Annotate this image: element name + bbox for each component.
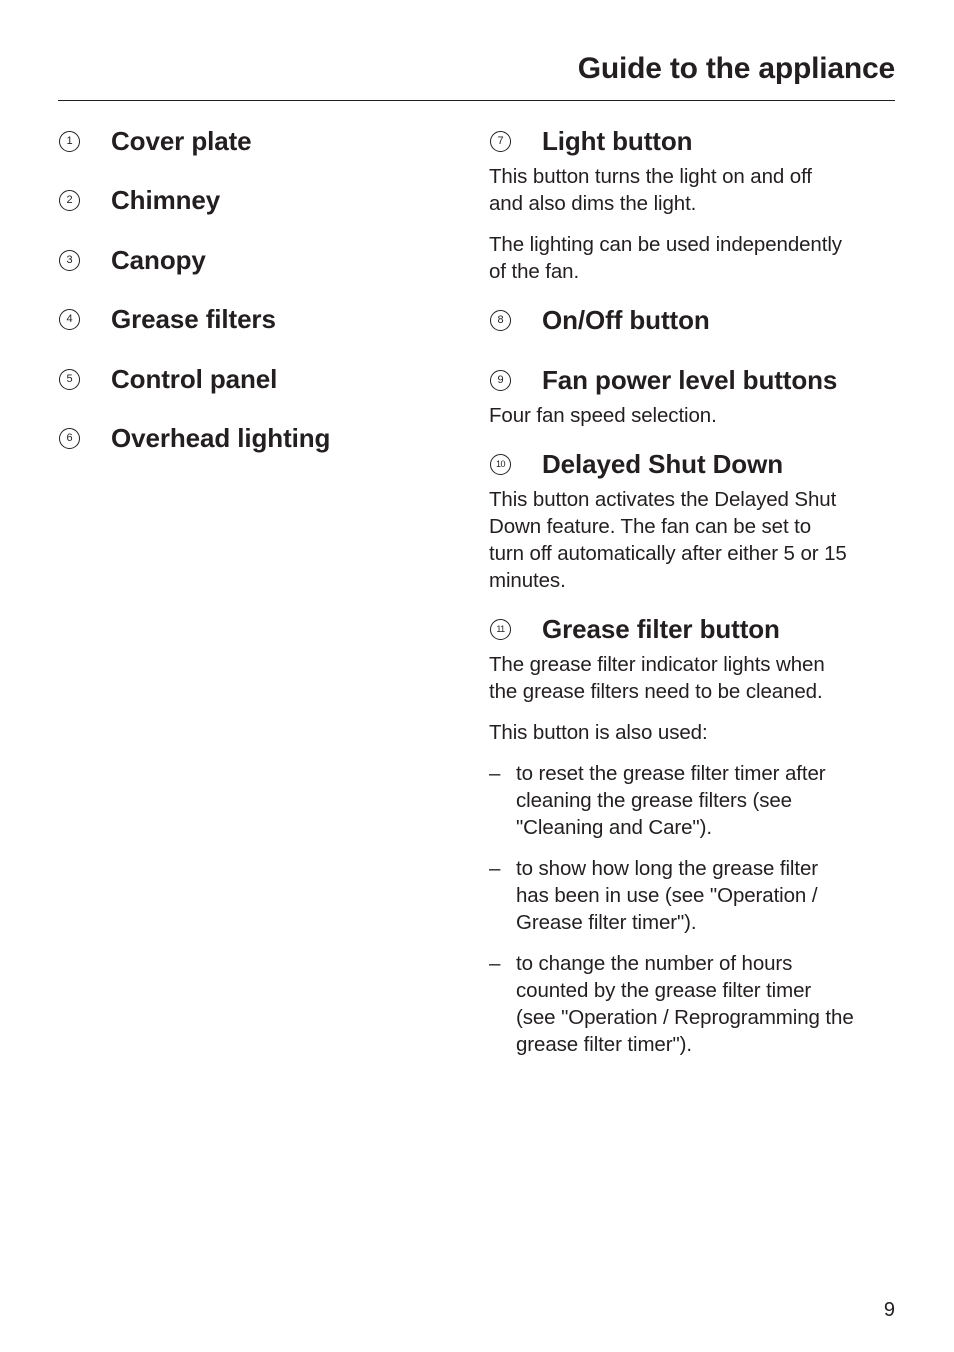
item-number-badge: 7: [490, 131, 511, 152]
dash-bullet: –: [489, 857, 501, 880]
bullet-item: – to reset the grease filter timer after cleaning the grease filters (see "Cleaning and Care").: [489, 762, 826, 839]
section-title: On/Off button: [542, 304, 710, 335]
item-number-badge: 6: [59, 428, 80, 449]
part-item: [58, 420, 458, 458]
parts-list: [58, 122, 458, 480]
item-number-badge: 8: [490, 310, 511, 331]
grease-description: The grease filter indicator lights when the grease filters need to be cleaned.: [489, 653, 825, 703]
part-label: Cover plate: [111, 125, 252, 156]
section-title: Delayed Shut Down: [542, 448, 783, 479]
item-number-badge: 11: [490, 619, 511, 640]
bullet-item: – to change the number of hours counted by the grease filter timer (see "Operation / Reprogramming the grease filter timer").: [489, 952, 854, 1056]
part-label: Control panel: [111, 363, 278, 394]
item-number-badge: 5: [59, 369, 80, 390]
light-description: This button turns the light on and off and also dims the light.: [489, 165, 812, 215]
light-note: The lighting can be used independently of the fan.: [489, 233, 842, 283]
item-number-badge: 9: [490, 370, 511, 391]
controls-descriptions: [489, 122, 899, 1058]
item-number-badge: 10: [490, 454, 511, 475]
header-rule: [58, 100, 895, 101]
part-label: Canopy: [111, 244, 206, 275]
section-heading-onoff: [489, 301, 899, 339]
part-label: Grease filters: [111, 304, 276, 335]
section-title: Fan power level buttons: [542, 364, 838, 395]
part-label: Chimney: [111, 185, 221, 216]
section-heading-light: [489, 122, 899, 160]
fan-description: Four fan speed selection.: [489, 404, 717, 427]
section-heading-delayed: [489, 445, 899, 483]
item-number-badge: 3: [59, 250, 80, 271]
dash-bullet: –: [489, 762, 501, 785]
section-heading-grease: [489, 610, 899, 648]
bullet-item: – to show how long the grease filter has been in use (see "Operation / Grease filter timer").: [489, 857, 818, 934]
grease-usage-intro: This button is also used:: [489, 721, 708, 744]
item-number-badge: 2: [59, 190, 80, 211]
part-item: [58, 360, 458, 398]
page-title: Guide to the appliance: [577, 52, 895, 85]
item-number-badge: 1: [59, 131, 80, 152]
part-item: [58, 122, 458, 160]
part-item: [58, 241, 458, 279]
delayed-description: This button activates the Delayed Shut Down feature. The fan can be set to turn off automatically after either 5 or 15 minutes.: [489, 488, 847, 592]
section-heading-fan: [489, 361, 899, 399]
section-title: Light button: [542, 125, 693, 156]
item-number-badge: 4: [59, 309, 80, 330]
part-item: [58, 301, 458, 339]
part-item: [58, 182, 458, 220]
dash-bullet: –: [489, 952, 501, 975]
section-title: Grease filter button: [542, 613, 780, 644]
part-label: Overhead lighting: [111, 423, 331, 454]
page-number: 9: [883, 1299, 895, 1321]
